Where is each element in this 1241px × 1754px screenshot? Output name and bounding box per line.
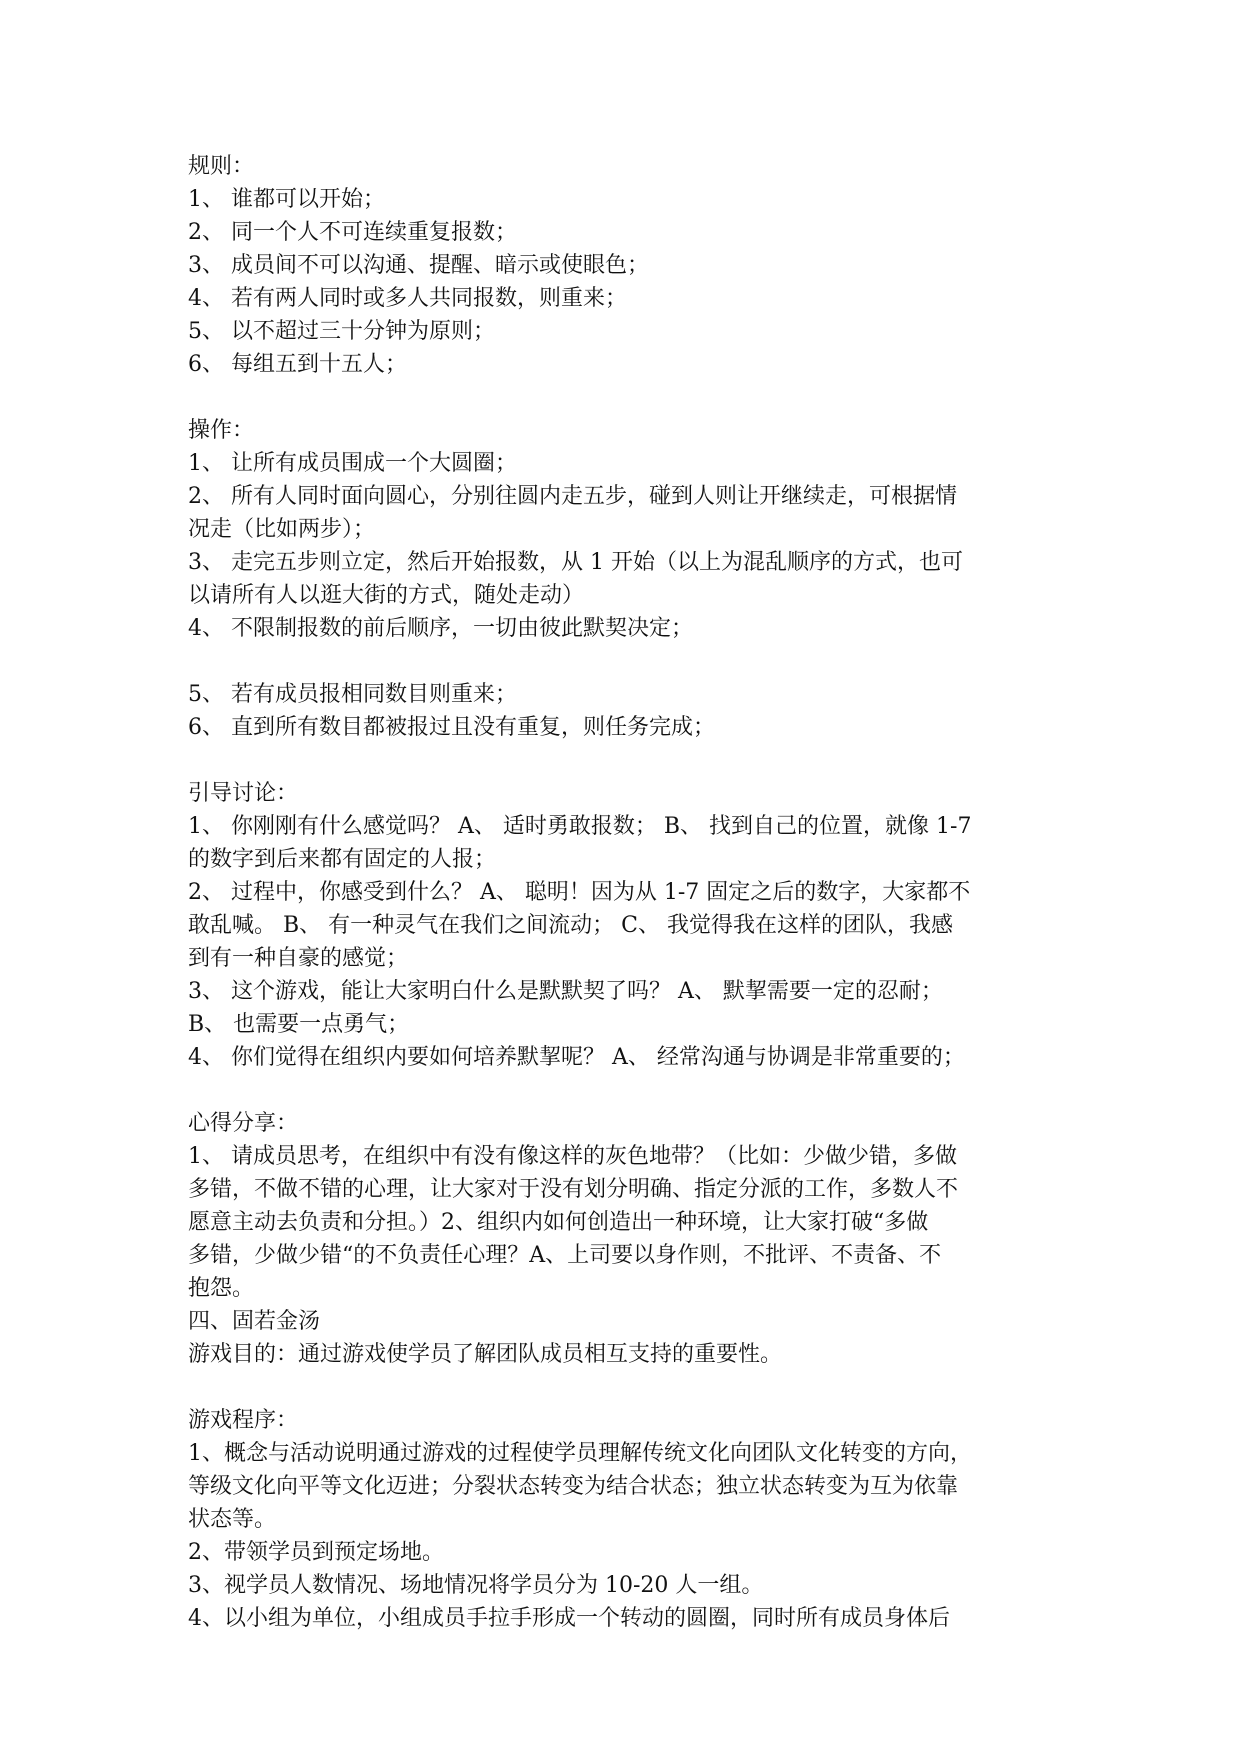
text-line: 状态等。: [188, 1507, 277, 1532]
text-line: 4、 你们觉得在组织内要如何培养默挈呢？ A、 经常沟通与协调是非常重要的；: [188, 1045, 965, 1070]
blank-line: [188, 1371, 1088, 1404]
text-line: 4、以小组为单位，小组成员手拉手形成一个转动的圆圈，同时所有成员身体后: [188, 1606, 950, 1631]
text-line: 以请所有人以逛大街的方式，随处走动）: [188, 583, 585, 608]
text-line: 敢乱喊。 B、 有一种灵气在我们之间流动； C、 我觉得我在这样的团队，我感: [188, 913, 953, 938]
text-line: 况走（比如两步）；: [188, 517, 376, 542]
text-line: 愿意主动去负责和分担。）2、组织内如何创造出一种环境，让大家打破“多做: [188, 1210, 929, 1235]
text-line: 心得分享：: [188, 1111, 299, 1136]
text-line: 等级文化向平等文化迈进；分裂状态转变为结合状态；独立状态转变为互为依靠: [188, 1474, 959, 1499]
text-line: 1、 请成员思考，在组织中有没有像这样的灰色地带？（比如：少做少错，多做: [188, 1144, 957, 1169]
blank-line: [188, 645, 1088, 678]
text-line: 2、 所有人同时面向圆心，分别往圆内走五步，碰到人则让开继续走，可根据情: [188, 484, 957, 509]
text-line: 1、概念与活动说明通过游戏的过程使学员理解传统文化向团队文化转变的方向，: [188, 1441, 972, 1466]
blank-line: [188, 381, 1088, 414]
text-line: 2、 同一个人不可连续重复报数；: [188, 220, 517, 245]
text-line: 到有一种自豪的感觉；: [188, 946, 409, 971]
text-line: 6、 直到所有数目都被报过且没有重复，则任务完成；: [188, 715, 715, 740]
text-line: 1、 你刚刚有什么感觉吗？ A、 适时勇敢报数； B、 找到自己的位置，就像 1-7: [188, 814, 972, 839]
text-line: 多错，不做不错的心理，让大家对于没有划分明确、指定分派的工作，多数人不: [188, 1177, 959, 1202]
text-line: 5、 若有成员报相同数目则重来；: [188, 682, 517, 707]
text-line: 2、 过程中，你感受到什么？ A、 聪明！因为从 1-7 固定之后的数字，大家都不: [188, 880, 971, 905]
text-line: 游戏目的：通过游戏使学员了解团队成员相互支持的重要性。: [188, 1342, 783, 1367]
text-line: 抱怨。: [188, 1276, 255, 1301]
blank-line: [188, 1074, 1088, 1107]
text-line: 引导讨论：: [188, 781, 299, 806]
text-line: 6、 每组五到十五人；: [188, 352, 407, 377]
text-line: 1、 谁都可以开始；: [188, 187, 385, 212]
text-line: 3、视学员人数情况、场地情况将学员分为 10-20 人一组。: [188, 1573, 764, 1598]
text-line: 3、 走完五步则立定，然后开始报数，从 1 开始（以上为混乱顺序的方式，也可: [188, 550, 963, 575]
text-line: 3、 这个游戏，能让大家明白什么是默默契了吗？ A、 默挈需要一定的忍耐；: [188, 979, 943, 1004]
text-line: B、 也需要一点勇气；: [188, 1012, 410, 1037]
blank-line: [188, 744, 1088, 777]
text-line: 四、固若金汤: [188, 1309, 321, 1334]
text-line: 的数字到后来都有固定的人报；: [188, 847, 497, 872]
document-body: [188, 150, 1088, 1635]
text-line: 规则：: [188, 154, 255, 179]
text-line: 游戏程序：: [188, 1408, 299, 1433]
text-line: 4、 不限制报数的前后顺序，一切由彼此默契决定；: [188, 616, 693, 641]
text-line: 多错，少做少错“的不负责任心理？A、上司要以身作则，不批评、不责备、不: [188, 1243, 942, 1268]
text-line: 4、 若有两人同时或多人共同报数，则重来；: [188, 286, 627, 311]
text-line: 操作：: [188, 418, 255, 443]
text-line: 2、带领学员到预定场地。: [188, 1540, 444, 1565]
text-line: 1、 让所有成员围成一个大圆圈；: [188, 451, 517, 476]
text-line: 5、 以不超过三十分钟为原则；: [188, 319, 495, 344]
text-line: 3、 成员间不可以沟通、提醒、暗示或使眼色；: [188, 253, 649, 278]
